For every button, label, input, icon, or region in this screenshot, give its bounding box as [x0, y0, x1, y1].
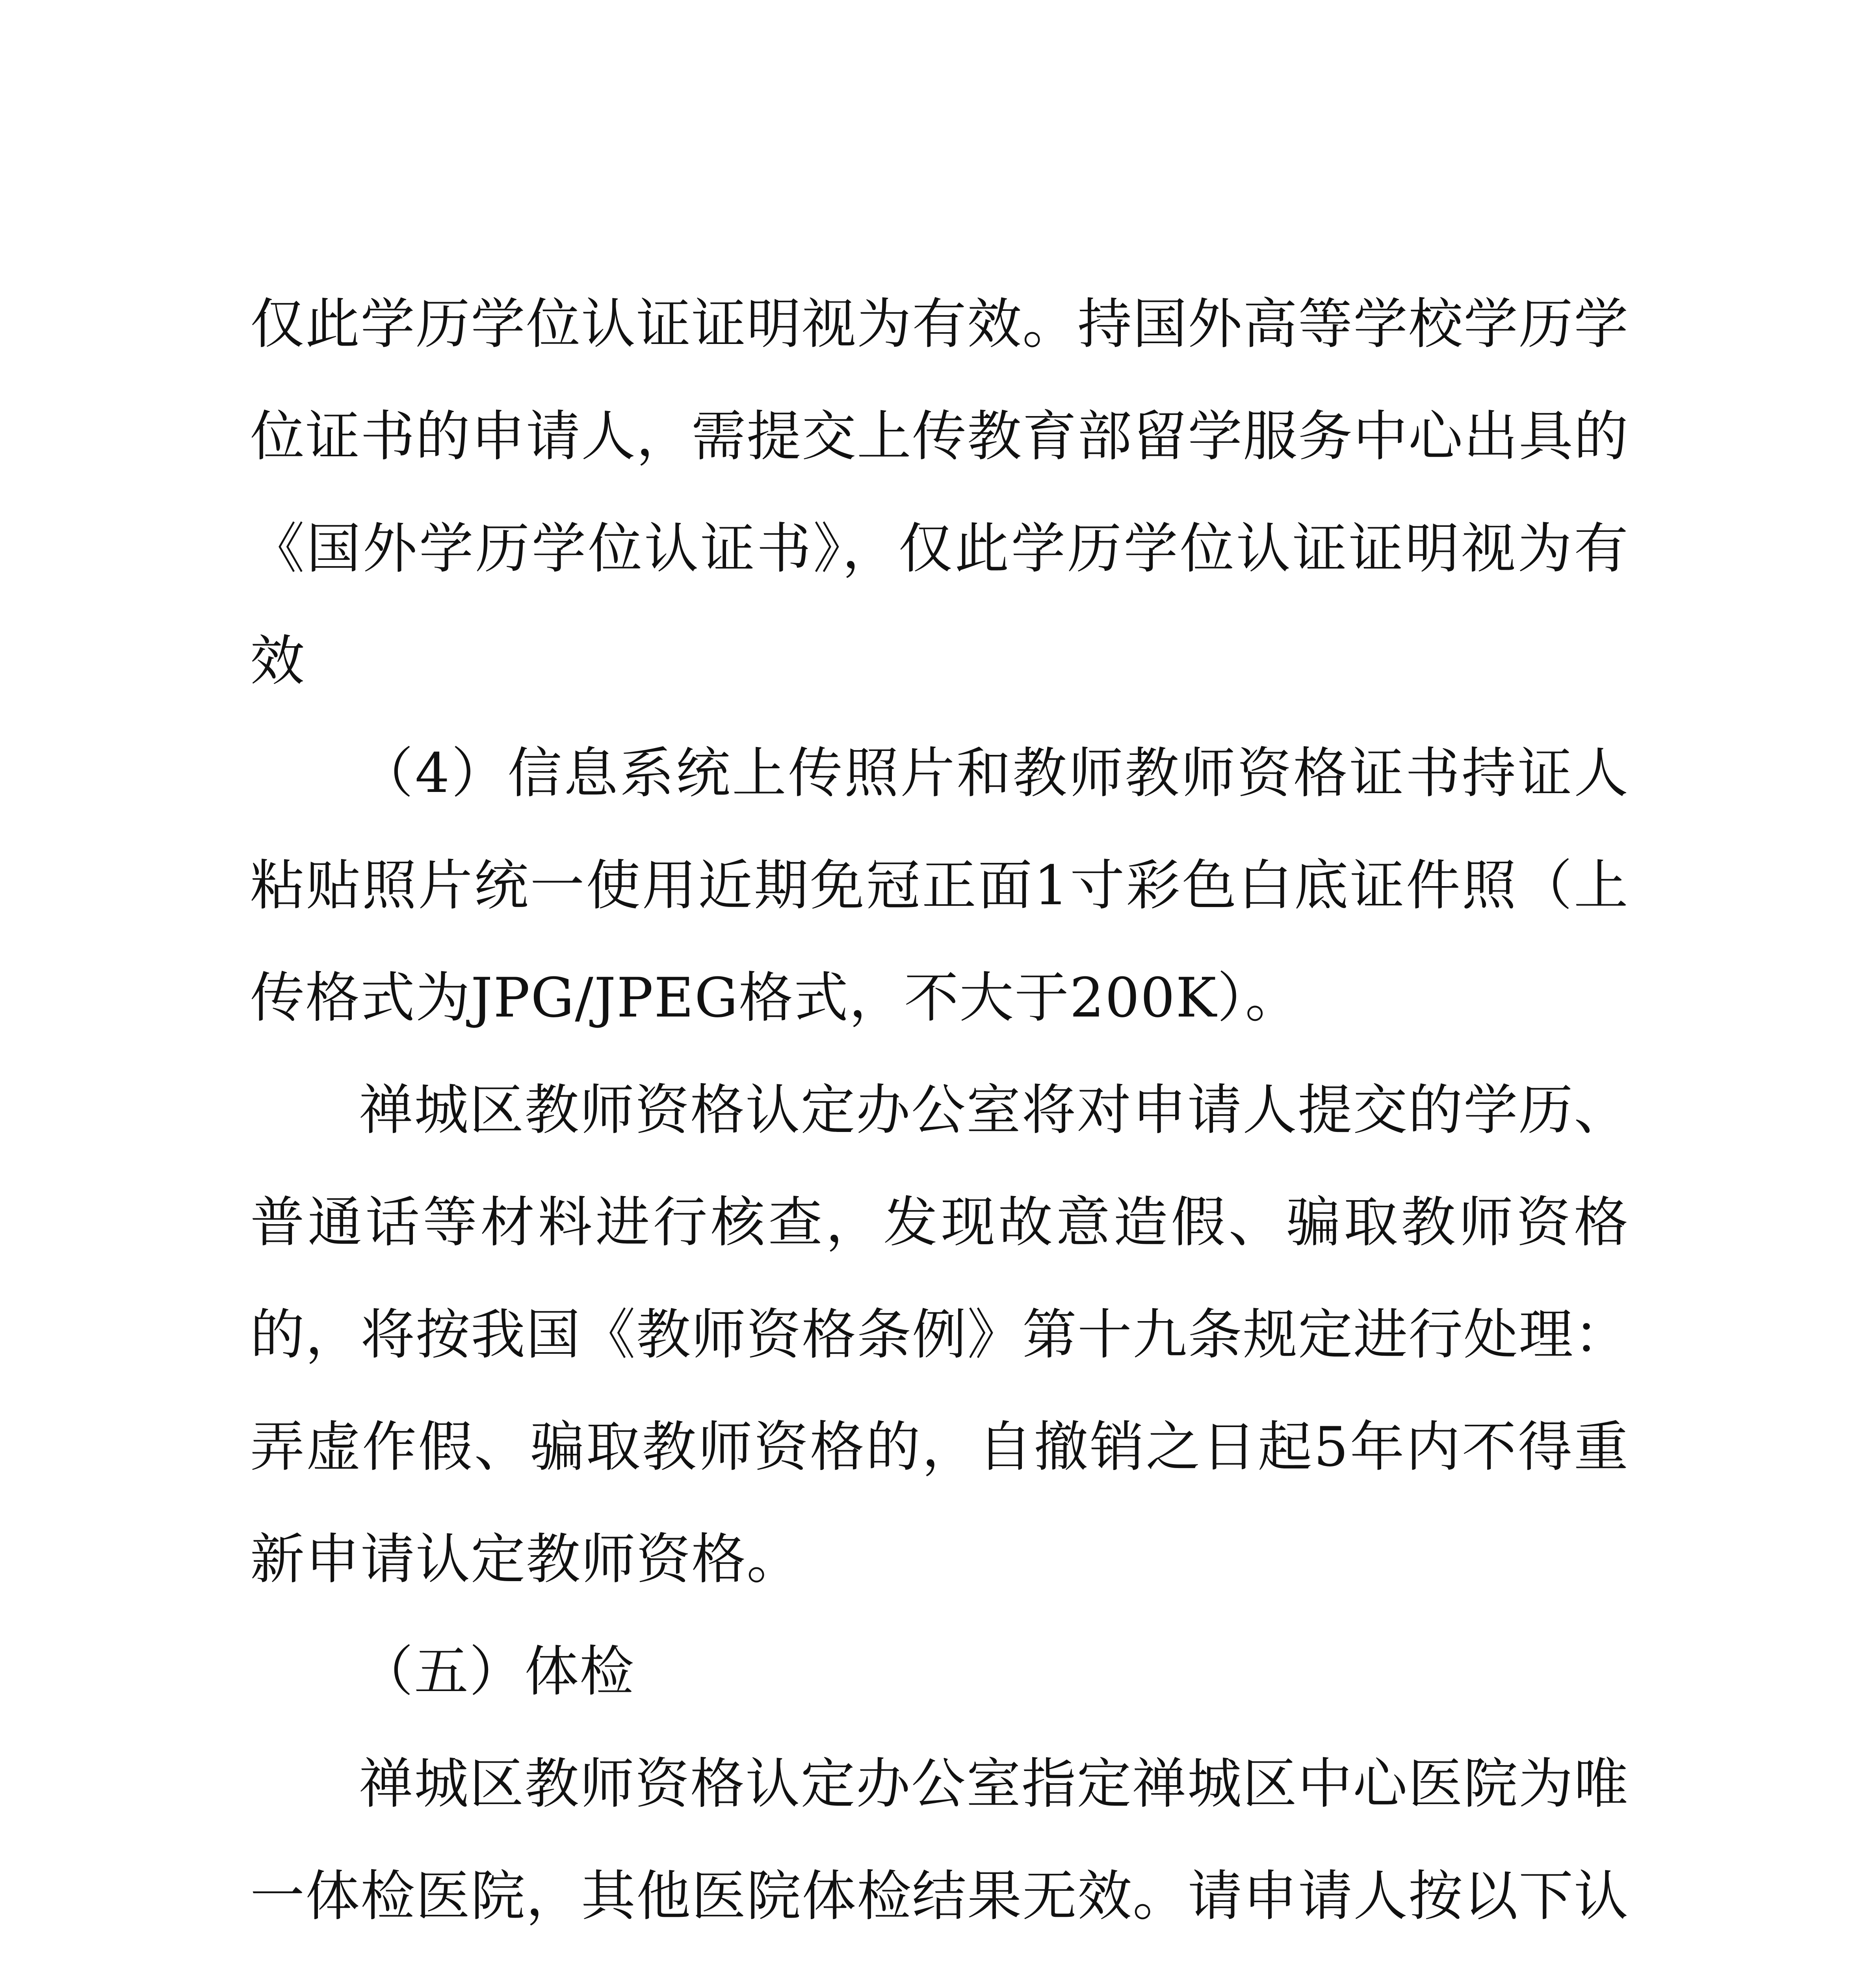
paragraph-designated-hospital: 禅城区教师资格认定办公室指定禅城区中心医院为唯一体检医院，其他医院体检结果无效。请申请人按以下认 [250, 1752, 1629, 1928]
paragraph-photo-upload: （4）信息系统上传照片和教师教师资格证书持证人粘贴照片统一使用近期免冠正面1寸彩色白底证件照（上传格式为JPG/JPEG格式，不大于200K）。 [250, 742, 1629, 1030]
document-body [250, 268, 1629, 1970]
paragraph-material-verification: 禅城区教师资格认定办公室将对申请人提交的学历、普通话等材料进行核查，发现故意造假、骗取教师资格的，将按我国《教师资格条例》第十九条规定进行处理：弄虚作假、骗取教师资格的，自撤销之日起5年内不得重新申请认定教师资格。 [250, 1078, 1629, 1591]
paragraph-degree-certification: 仅此学历学位认证证明视为有效。持国外高等学校学历学位证书的申请人，需提交上传教育部留学服务中心出具的《国外学历学位认证书》，仅此学历学位认证证明视为有效 [250, 292, 1629, 693]
section-heading-physical-exam: （五）体检 [359, 1640, 635, 1703]
